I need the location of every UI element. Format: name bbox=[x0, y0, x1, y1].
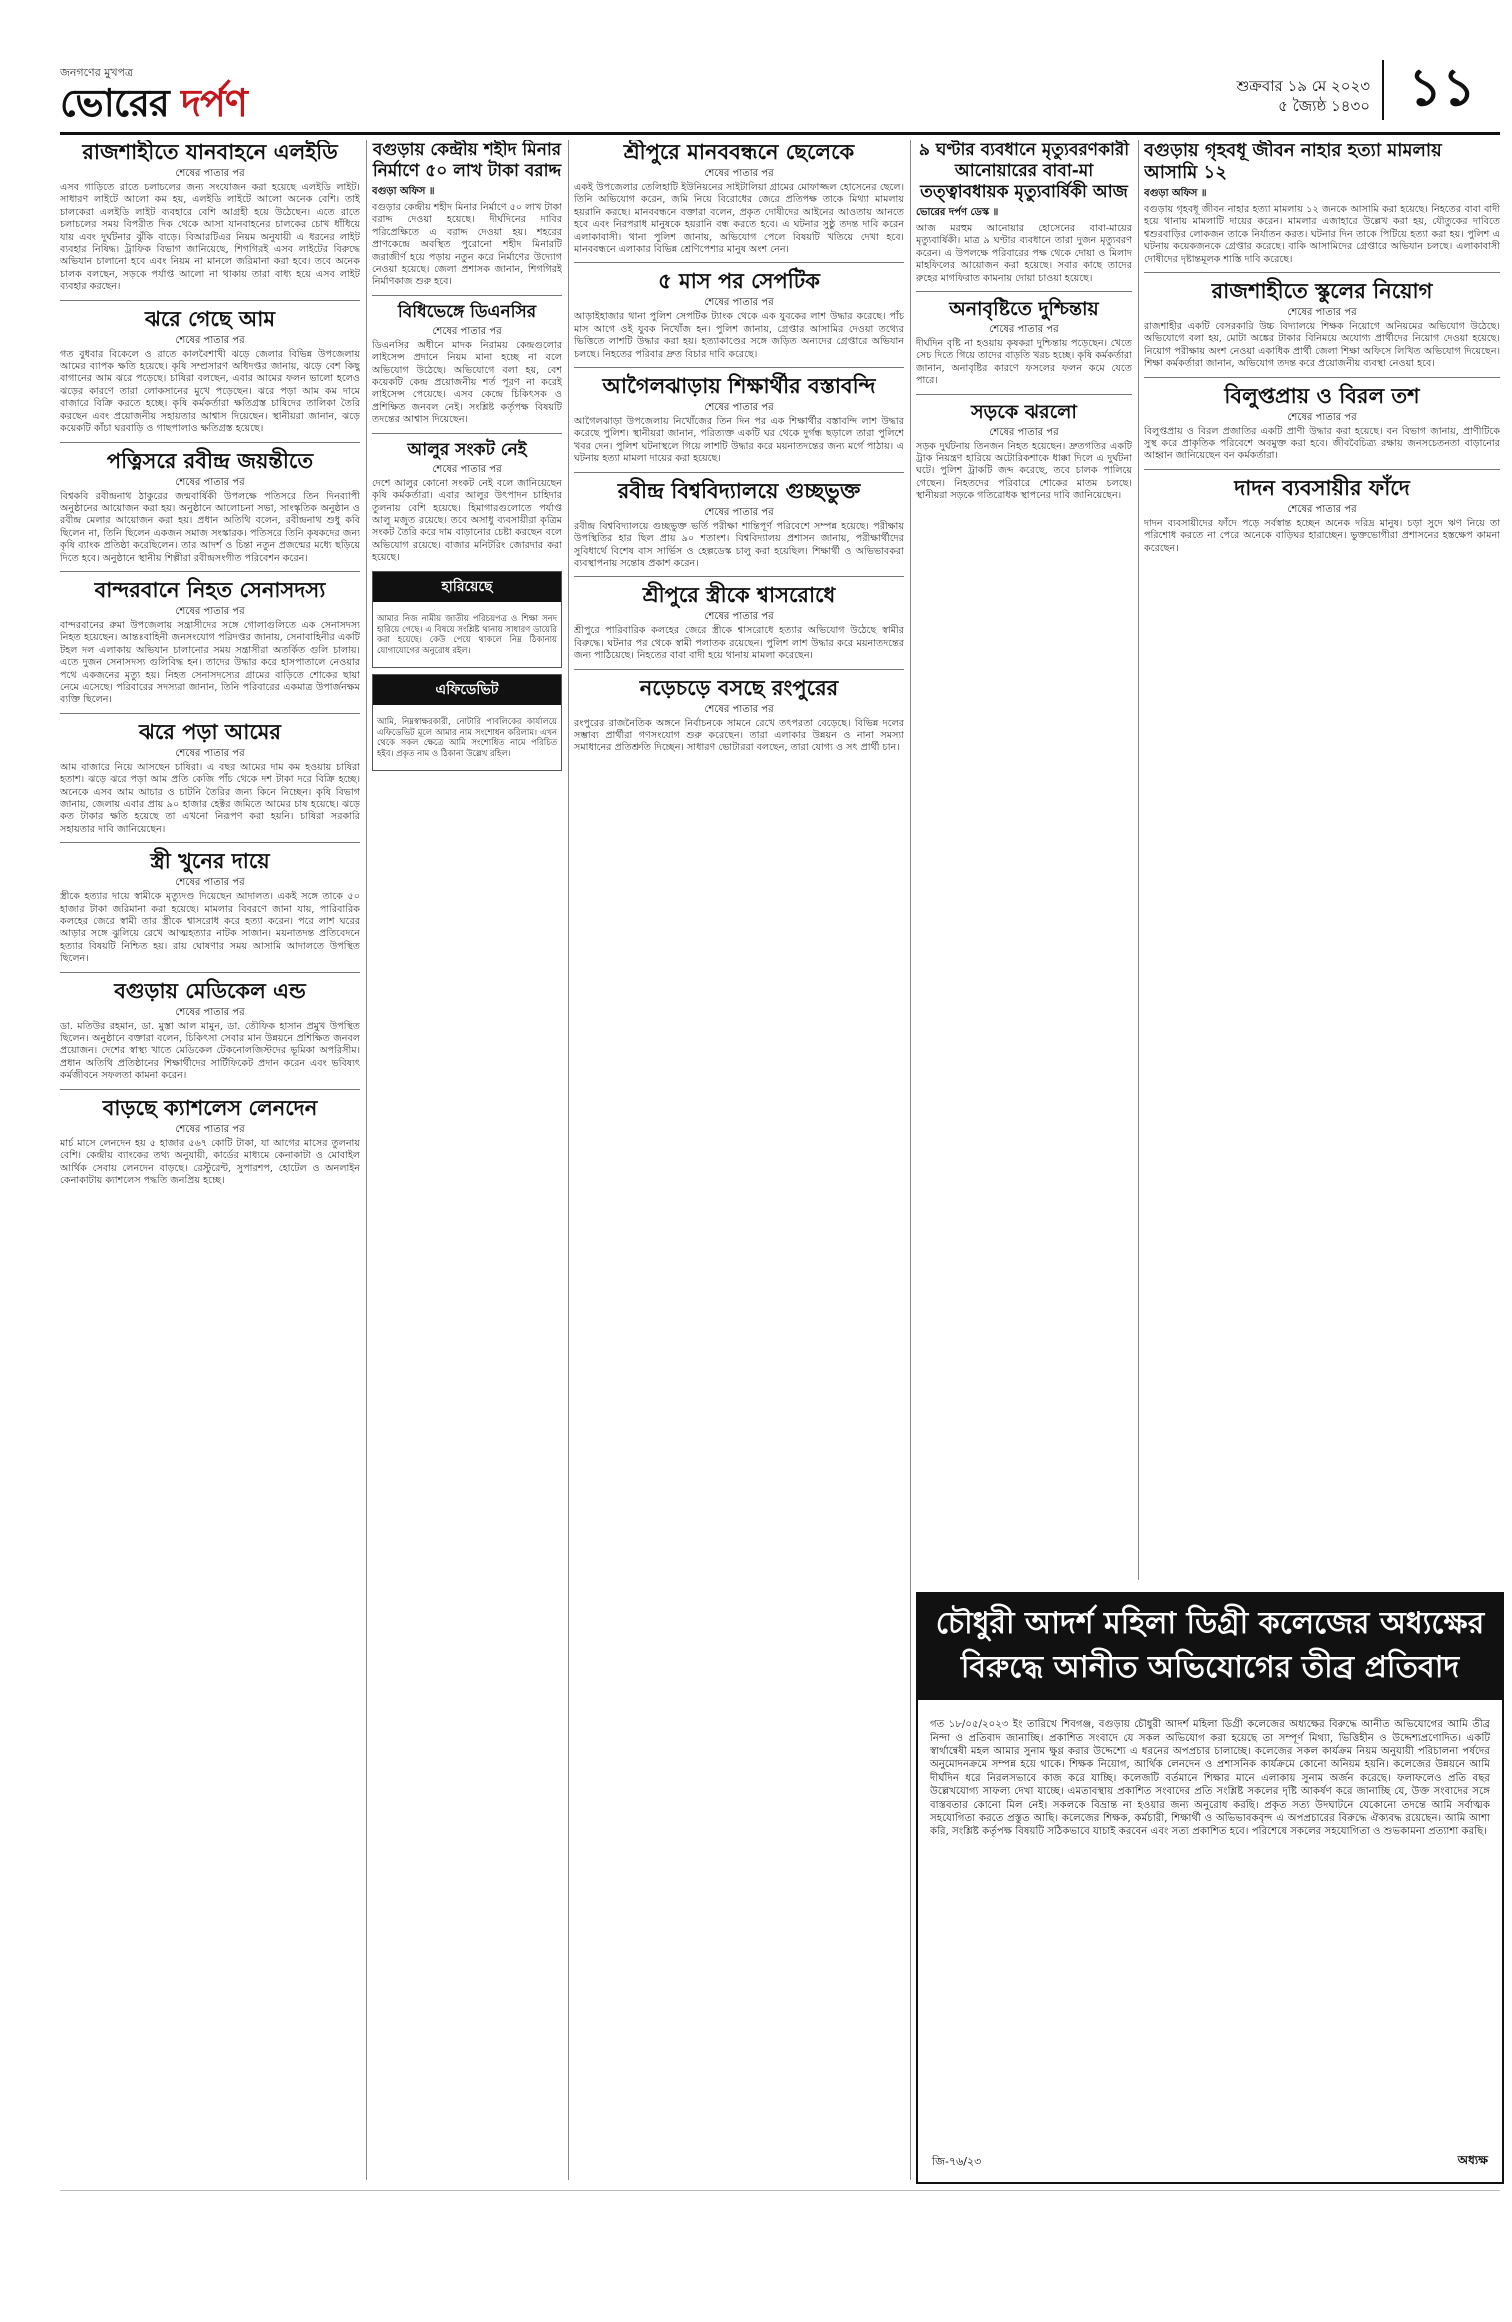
story-headline: ৫ মাস পর সেপটিক bbox=[658, 269, 820, 294]
classified-lost bbox=[372, 571, 562, 668]
story-headline: বান্দরবানে নিহত সেনাসদস্য bbox=[94, 577, 326, 602]
classified-tag: এফিডেভিট bbox=[373, 675, 561, 705]
story-headline: রাজশাহীতে যানবাহনে এলইডি bbox=[82, 140, 338, 164]
story-body: রংপুরের রাজনৈতিক অঙ্গনে নির্বাচনকে সামনে রেখে তৎপরতা বেড়েছে। বিভিন্ন দলের সম্ভাব্য প্রার্থীরা গণসংযোগ শুরু করেছেন। তারা এলাকার উন্নয়ন ও নানা সমস্যা সমাধানের প্রতিশ্রুতি দিচ্ছেন। সাধারণ ভোটাররা বলছেন, তারা যোগ্য ও সৎ প্রার্থী চান। bbox=[574, 717, 904, 754]
story-body: বিশ্বকবি রবীন্দ্রনাথ ঠাকুরের জন্মবার্ষিকী উপলক্ষে পতিসরে তিন দিনব্যাপী অনুষ্ঠানের আয়োজন করা হয়। অনুষ্ঠানে আলোচনা সভা, সাংস্কৃতিক অনুষ্ঠান ও রবীন্দ্র মেলার আয়োজন করা হয়। প্রধান অতিথি বলেন, রবীন্দ্রনাথ শুধু কবি ছিলেন না, তিনি ছিলেন একজন সমাজ সংস্কারক। পতিসরে তিনি কৃষকদের জন্য কৃষি ব্যাংক প্রতিষ্ঠা করেছিলেন। তার আদর্শ ও চিন্তা নতুন প্রজন্মের মধ্যে ছড়িয়ে দিতে হবে। অনুষ্ঠানে স্থানীয় শিল্পীরা রবীন্দ্রসংগীত পরিবেশন করেন। bbox=[60, 490, 360, 564]
news-story bbox=[60, 849, 360, 965]
classified-affidavit bbox=[372, 674, 562, 771]
date-gregorian: শুক্রবার ১৯ মে ২০২৩ bbox=[1236, 77, 1370, 95]
ad-reference: জি-৭৬/২৩ bbox=[932, 2155, 982, 2168]
story-divider bbox=[60, 300, 360, 301]
story-divider bbox=[574, 367, 904, 368]
logo-tagline: জনগণের মুখপত্র bbox=[60, 66, 134, 79]
story-body: শ্রীপুরে পারিবারিক কলহের জেরে স্ত্রীকে শ্বাসরোধে হত্যার অভিযোগ উঠেছে স্বামীর বিরুদ্ধে। ঘটনার পর থেকে স্বামী পলাতক রয়েছেন। পুলিশ লাশ উদ্ধার করে ময়নাতদন্তের জন্য পাঠিয়েছে। নিহতের বাবা বাদী হয়ে থানায় মামলা করেছেন। bbox=[574, 625, 904, 662]
story-body: আগৈলঝাড়া উপজেলায় নিখোঁজের তিন দিন পর এক শিক্ষার্থীর বস্তাবন্দি লাশ উদ্ধার করেছে পুলিশ। স্থানীয়রা জানান, পরিত্যক্ত একটি ঘর থেকে দুর্গন্ধ ছড়ালে তারা পুলিশে খবর দেন। পুলিশ ঘটনাস্থলে গিয়ে লাশটি উদ্ধার করে ময়নাতদন্তের জন্য মর্গে পাঠায়। এ ঘটনায় হত্যা মামলা দায়ের করা হয়েছে। bbox=[574, 416, 904, 465]
story-headline: বাড়ছে ক্যাশলেস লেনদেন bbox=[102, 1095, 318, 1120]
continued-note: শেষের পাতার পর bbox=[175, 747, 245, 759]
story-byline: ভোরের দর্পণ ডেস্ক ॥ bbox=[916, 207, 999, 218]
column-divider bbox=[1138, 140, 1139, 1580]
news-story bbox=[916, 401, 1132, 503]
news-story bbox=[60, 578, 360, 707]
ad-body: গত ১৮/০৫/২০২৩ ইং তারিখে শিবগঞ্জ, বগুড়ায় চৌধুরী আদর্শ মহিলা ডিগ্রী কলেজের অধ্যক্ষের বিরুদ্ধে আনীত অভিযোগের আমি তীব্র নিন্দা ও প্রতিবাদ জানাচ্ছি। প্রকাশিত সংবাদে যে সকল অভিযোগ করা হয়েছে তা সম্পূর্ণ মিথ্যা, ভিত্তিহীন ও উদ্দেশ্যপ্রণোদিত। একটি স্বার্থান্বেষী মহল আমার সুনাম ক্ষুণ্ণ করার উদ্দেশ্যে এ ধরনের অপপ্রচার চালাচ্ছে। কলেজের সকল কার্যক্রম নিয়ম অনুযায়ী পরিচালনা পর্ষদের অনুমোদনক্রমে সম্পন্ন হয়ে থাকে। শিক্ষক নিয়োগ, আর্থিক লেনদেন ও প্রশাসনিক কার্যক্রমে কোনো অনিয়ম হয়নি। কলেজের উন্নয়নে আমি দীর্ঘদিন ধরে নিরলসভাবে কাজ করে যাচ্ছি। কলেজটি বর্তমানে শিক্ষার মানে এলাকায় সুনাম অর্জন করেছে। ফলাফলেও প্রতি বছর উল্লেখযোগ্য সাফল্য দেখা যাচ্ছে। এমতাবস্থায় প্রকাশিত সংবাদের প্রতি সংশ্লিষ্ট সকলের দৃষ্টি আকর্ষণ করে জানাচ্ছি যে, উক্ত সংবাদের সঙ্গে বাস্তবতার কোনো মিল নেই। সকলকে বিভ্রান্ত না হওয়ার জন্য অনুরোধ করছি। প্রকৃত সত্য উদঘাটনে যেকোনো তদন্তে আমি সর্বাত্মক সহযোগিতা করতে প্রস্তুত আছি। কলেজের শিক্ষক, কর্মচারী, শিক্ষার্থী ও অভিভাবকবৃন্দ এ অপপ্রচারের বিরুদ্ধে ঐক্যবদ্ধ রয়েছেন। আমি আশা করি, সংশ্লিষ্ট কর্তৃপক্ষ বিষয়টি সঠিকভাবে যাচাই করবেন এবং সত্য প্রকাশিত হবে। পরিশেষে সকলের সহযোগিতা ও শুভকামনা প্রত্যাশা করছি। bbox=[930, 1719, 1490, 1838]
continued-note: শেষের পাতার পর bbox=[704, 402, 774, 414]
story-headline: আগৈলঝাড়ায় শিক্ষার্থীর বস্তাবন্দি bbox=[602, 374, 876, 399]
news-story bbox=[1144, 384, 1500, 463]
continued-note: শেষের পাতার পর bbox=[1287, 307, 1357, 319]
story-headline: অনাবৃষ্টিতে দুশ্চিন্তায় bbox=[949, 298, 1099, 321]
story-headline: স্ত্রী খুনের দায়ে bbox=[150, 849, 270, 874]
news-story bbox=[60, 720, 360, 836]
ad-signature: অধ্যক্ষ bbox=[1457, 2153, 1488, 2167]
news-story bbox=[916, 140, 1132, 285]
story-divider bbox=[60, 713, 360, 714]
story-headline: ঝরে গেছে আম bbox=[144, 306, 276, 331]
story-body: একই উপজেলার তেলিহাটি ইউনিয়নের সাইটালিয়া গ্রামের মোফাজ্জল হোসেনের ছেলে। তিনি অভিযোগ করেন, জমি নিয়ে বিরোধের জেরে প্রতিপক্ষ তাকে মিথ্যা মামলায় হয়রানি করছে। মানববন্ধনে বক্তারা বলেন, প্রকৃত দোষীদের আইনের আওতায় আনতে হবে এবং নিরপরাধ মানুষকে হয়রানি বন্ধ করতে হবে। এ ঘটনার সুষ্ঠু তদন্ত দাবি করেন এলাকাবাসী। থানা পুলিশ জানায়, অভিযোগ পেলে বিষয়টি খতিয়ে দেখা হবে। মানববন্ধনে এলাকার বিভিন্ন শ্রেণিপেশার মানুষ অংশ নেন। bbox=[574, 182, 904, 256]
continued-note: শেষের পাতার পর bbox=[1287, 411, 1357, 423]
news-story bbox=[1144, 476, 1500, 555]
story-divider bbox=[372, 295, 562, 296]
story-divider bbox=[574, 262, 904, 263]
continued-note: শেষের পাতার পর bbox=[175, 476, 245, 488]
page-bottom-rule bbox=[60, 2190, 1500, 2191]
news-story bbox=[60, 307, 360, 436]
continued-note: শেষের পাতার পর bbox=[989, 324, 1059, 336]
story-divider bbox=[574, 472, 904, 473]
story-divider bbox=[916, 291, 1132, 292]
story-divider bbox=[1144, 469, 1500, 470]
logo-text bbox=[60, 74, 247, 138]
news-story bbox=[372, 140, 562, 289]
news-story bbox=[60, 1096, 360, 1188]
story-headline: আলুর সংকট নেই bbox=[407, 439, 527, 460]
story-body: বিলুপ্তপ্রায় ও বিরল প্রজাতির একটি প্রাণী উদ্ধার করা হয়েছে। বন বিভাগ জানায়, প্রাণীটিকে সুস্থ করে প্রাকৃতিক পরিবেশে অবমুক্ত করা হবে। জীববৈচিত্র্য রক্ষায় জনসচেতনতা বাড়ানোর আহ্বান জানিয়েছেন বন কর্মকর্তারা। bbox=[1144, 425, 1500, 462]
story-body: বান্দরবানের রুমা উপজেলায় সন্ত্রাসীদের সঙ্গে গোলাগুলিতে এক সেনাসদস্য নিহত হয়েছেন। আন্তঃবাহিনী জনসংযোগ পরিদপ্তর জানায়, সেনাবাহিনীর একটি টহল দল এলাকায় অভিযান চালানোর সময় সন্ত্রাসীরা অতর্কিত গুলি চালায়। এতে দুজন সেনাসদস্য গুলিবিদ্ধ হন। তাদের উদ্ধার করে হাসপাতালে নেওয়ার পথে একজনের মৃত্যু হয়। নিহত সেনাসদস্যের গ্রামের বাড়িতে শোকের ছায়া নেমে এসেছে। পরিবারের সদস্যরা জানান, তিনি পরিবারের একমাত্র উপার্জনক্ষম ব্যক্তি ছিলেন। bbox=[60, 619, 360, 706]
story-byline: বগুড়া অফিস ॥ bbox=[372, 186, 435, 197]
story-headline: বগুড়ায় মেডিকেল এন্ড bbox=[114, 978, 306, 1003]
news-story bbox=[574, 374, 904, 466]
story-body: দেশে আলুর কোনো সংকট নেই বলে জানিয়েছেন কৃষি কর্মকর্তারা। এবার আলুর উৎপাদন চাহিদার তুলনায় বেশি হয়েছে। হিমাগারগুলোতে পর্যাপ্ত আলু মজুত রয়েছে। তবে অসাধু ব্যবসায়ীরা কৃত্রিম সংকট তৈরি করে দাম বাড়ানোর চেষ্টা করছেন বলে অভিযোগ রয়েছে। বাজার মনিটরিং জোরদার করা হয়েছে। bbox=[372, 477, 562, 564]
story-body: দাদন ব্যবসায়ীদের ফাঁদে পড়ে সর্বস্বান্ত হচ্ছেন অনেক দরিদ্র মানুষ। চড়া সুদে ঋণ নিয়ে তা পরিশোধ করতে না পেরে অনেকে বাড়িঘর হারাচ্ছেন। ভুক্তভোগীরা প্রশাসনের হস্তক্ষেপ কামনা করেছেন। bbox=[1144, 517, 1500, 554]
page-number: ১১ bbox=[1382, 60, 1500, 120]
story-headline: ঝরে পড়া আমের bbox=[139, 719, 281, 744]
continued-note: শেষের পাতার পর bbox=[989, 426, 1059, 438]
story-body: আড়াইহাজার থানা পুলিশ সেপটিক ট্যাংক থেকে এক যুবকের লাশ উদ্ধার করেছে। পাঁচ মাস আগে ওই যুবক নিখোঁজ হন। পুলিশ জানায়, গ্রেপ্তার আসামির দেওয়া তথ্যের ভিত্তিতে লাশটি উদ্ধার করা হয়। হত্যাকাণ্ডের সঙ্গে জড়িত অন্যদের গ্রেপ্তারে অভিযান চলছে। নিহতের পরিবার দ্রুত বিচার দাবি করেছে। bbox=[574, 311, 904, 360]
logo-part-1: ভোরের bbox=[60, 81, 169, 125]
continued-note: শেষের পাতার পর bbox=[175, 877, 245, 889]
story-divider bbox=[1144, 377, 1500, 378]
story-headline: ৯ ঘণ্টার ব্যবধানে মৃত্যুবরণকারী আনোয়ারের বাবা-মা তত্ত্বাবধায়ক মৃত্যুবার্ষিকী আজ bbox=[918, 140, 1130, 202]
continued-note: শেষের পাতার পর bbox=[175, 1006, 245, 1018]
story-body: আম বাজারে নিয়ে আসছেন চাষিরা। এ বছর আমের দাম কম হওয়ায় চাষিরা হতাশ। ঝড়ে ঝরে পড়া আম প্রতি কেজি পাঁচ থেকে দশ টাকা দরে বিক্রি হচ্ছে। অনেকে এসব আম আচার ও চাটনি তৈরির জন্য কিনে নিচ্ছেন। কৃষি বিভাগ জানায়, জেলায় এবার প্রায় ৯০ হাজার হেক্টর জমিতে আমের চাষ হয়েছে। ঝড়ে কত টাকার ক্ষতি হয়েছে তা এখনো নিরূপণ করা হয়নি। চাষিরা সরকারি সহায়তার দাবি জানিয়েছেন। bbox=[60, 761, 360, 835]
story-headline: সড়কে ঝরলো bbox=[971, 400, 1077, 423]
news-story bbox=[574, 583, 904, 662]
protest-advertisement bbox=[916, 1592, 1504, 2184]
story-divider bbox=[60, 1089, 360, 1090]
news-story bbox=[372, 302, 562, 427]
news-story bbox=[1144, 140, 1500, 266]
continued-note: শেষের পাতার পর bbox=[175, 168, 245, 179]
column-divider bbox=[366, 140, 367, 2180]
story-divider bbox=[60, 442, 360, 443]
story-body: গত বুধবার বিকেলে ও রাতে কালবৈশাখী ঝড়ে জেলার বিভিন্ন উপজেলায় আমের ব্যাপক ক্ষতি হয়েছে। কৃষি সম্প্রসারণ অধিদপ্তর জানায়, ঝড়ে বেশ কিছু বাগানের আম ঝরে পড়েছে। চাষিরা বলছেন, এবার আমের ফলন ভালো হলেও ঝড়ের কারণে তারা লোকসানের মুখে পড়েছেন। ঝরে পড়া আম কম দামে বাজারে বিক্রি করতে হচ্ছে। কৃষি কর্মকর্তারা ক্ষতিগ্রস্ত চাষিদের তালিকা তৈরি করছেন এবং প্রয়োজনীয় সহায়তার আশ্বাস দিয়েছেন। স্থানীয়রা জানান, ঝড়ে কয়েকটি কাঁচা ঘরবাড়ি ও গাছপালাও ক্ষতিগ্রস্ত হয়েছে। bbox=[60, 348, 360, 435]
story-divider bbox=[60, 842, 360, 843]
continued-note: শেষের পাতার পর bbox=[175, 605, 245, 617]
date-bengali: ৫ জ্যৈষ্ঠ ১৪৩০ bbox=[1278, 97, 1370, 115]
story-headline: রাজশাহীতে স্কুলের নিয়োগ bbox=[1211, 279, 1433, 304]
story-body: সড়ক দুর্ঘটনায় তিনজন নিহত হয়েছেন। দ্রুতগতির একটি ট্রাক নিয়ন্ত্রণ হারিয়ে অটোরিকশাকে ধাক্কা দিলে এ দুর্ঘটনা ঘটে। পুলিশ ট্রাকটি জব্দ করেছে, তবে চালক পালিয়ে গেছেন। নিহতদের পরিবারে শোকের মাতম চলছে। স্থানীয়রা সড়কে গতিরোধক স্থাপনের দাবি জানিয়েছেন। bbox=[916, 440, 1132, 502]
story-divider bbox=[1144, 272, 1500, 273]
story-headline: বিলুপ্তপ্রায় ও বিরল তশ bbox=[1224, 383, 1420, 408]
story-body: রবীন্দ্র বিশ্ববিদ্যালয়ে গুচ্ছভুক্ত ভর্তি পরীক্ষা শান্তিপূর্ণ পরিবেশে সম্পন্ন হয়েছে। পরীক্ষায় উপস্থিতির হার ছিল প্রায় ৯০ শতাংশ। বিশ্ববিদ্যালয় প্রশাসন জানায়, পরীক্ষার্থীদের সুবিধার্থে বিশেষ বাস সার্ভিস ও হেল্পডেস্ক চালু করা হয়েছিল। শিক্ষার্থী ও অভিভাবকরা ব্যবস্থাপনায় সন্তোষ প্রকাশ করেন। bbox=[574, 520, 904, 569]
column-5 bbox=[1144, 140, 1500, 1580]
story-divider bbox=[574, 669, 904, 670]
continued-note: শেষের পাতার পর bbox=[704, 611, 774, 623]
column-divider bbox=[568, 140, 569, 2180]
story-headline: বগুড়ায় কেন্দ্রীয় শহীদ মিনার নির্মাণে ৫০ লাখ টাকা বরাদ্দ bbox=[372, 140, 562, 181]
story-divider bbox=[916, 394, 1132, 395]
story-headline: শ্রীপুরে স্ত্রীকে শ্বাসরোধে bbox=[642, 583, 836, 608]
classified-body: আমার নিজ নামীয় জাতীয় পরিচয়পত্র ও শিক্ষা সনদ হারিয়ে গেছে। এ বিষয়ে সংশ্লিষ্ট থানায় সাধারণ ডায়েরি করা হয়েছে। কেউ পেয়ে থাকলে নিম্ন ঠিকানায় যোগাযোগের অনুরোধ রইল। bbox=[377, 612, 557, 655]
story-body: দীর্ঘদিন বৃষ্টি না হওয়ায় কৃষকরা দুশ্চিন্তায় পড়েছেন। খেতে সেচ দিতে গিয়ে তাদের বাড়তি খরচ হচ্ছে। কৃষি কর্মকর্তারা জানান, অনাবৃষ্টির কারণে ফসলের ফলন কমে যেতে পারে। bbox=[916, 338, 1132, 387]
story-body: বগুড়ার কেন্দ্রীয় শহীদ মিনার নির্মাণে ৫০ লাখ টাকা বরাদ্দ দেওয়া হয়েছে। দীর্ঘদিনের দাবির পরিপ্রেক্ষিতে এ বরাদ্দ দেওয়া হয়। শহরের প্রাণকেন্দ্রে অবস্থিত পুরোনো শহীদ মিনারটি জরাজীর্ণ হয়ে পড়ায় নতুন করে নির্মাণের উদ্যোগ নেওয়া হয়েছে। জেলা প্রশাসক জানান, শিগগিরই নির্মাণকাজ শুরু হবে। bbox=[372, 202, 562, 288]
story-headline: শ্রীপুরে মানববন্ধনে ছেলেকে bbox=[623, 140, 855, 164]
news-story bbox=[60, 979, 360, 1083]
news-story bbox=[574, 676, 904, 755]
story-headline: বিধিভেঙ্গে ডিএনসির bbox=[397, 301, 537, 322]
continued-note: শেষের পাতার পর bbox=[704, 506, 774, 518]
continued-note: শেষের পাতার পর bbox=[432, 463, 502, 475]
column-4 bbox=[916, 140, 1132, 1580]
news-story bbox=[1144, 279, 1500, 371]
continued-note: শেষের পাতার পর bbox=[175, 1123, 245, 1135]
story-divider bbox=[372, 433, 562, 434]
story-body: ডা. মতিউর রহমান, ডা. মুস্তা আল মামুন, ডা. তৌফিক হাসান প্রমুখ উপস্থিত ছিলেন। অনুষ্ঠানে বক্তারা বলেন, চিকিৎসা সেবার মান উন্নয়নে প্রশিক্ষিত জনবল প্রয়োজন। দেশের স্বাস্থ্য খাতে মেডিকেল টেকনোলজিস্টদের ভূমিকা অপরিসীম। প্রধান অতিথি প্রতিষ্ঠানের শিক্ষার্থীদের সার্টিফিকেট প্রদান করেন এবং ভবিষ্যৎ কর্মজীবনে সফলতা কামনা করেন। bbox=[60, 1020, 360, 1082]
masthead-rule bbox=[60, 132, 1500, 135]
classified-tag: হারিয়েছে bbox=[373, 572, 561, 602]
story-divider bbox=[60, 972, 360, 973]
news-story bbox=[574, 479, 904, 571]
story-divider bbox=[574, 576, 904, 577]
news-story bbox=[574, 269, 904, 361]
column-divider bbox=[910, 140, 911, 2180]
story-body: রাজশাহীর একটি বেসরকারি উচ্চ বিদ্যালয়ে শিক্ষক নিয়োগে অনিয়মের অভিযোগ উঠেছে। অভিযোগে বলা হয়, মোটা অঙ্কের টাকার বিনিময়ে অযোগ্য প্রার্থীদের নিয়োগ দেওয়া হয়েছে। নিয়োগ পরীক্ষায় অংশ নেওয়া একাধিক প্রার্থী জেলা শিক্ষা অফিসে লিখিত অভিযোগ দিয়েছেন। শিক্ষা কর্মকর্তারা জানান, অভিযোগ তদন্ত করে প্রয়োজনীয় ব্যবস্থা নেওয়া হবে। bbox=[1144, 321, 1500, 370]
column-1 bbox=[60, 140, 360, 2180]
story-headline: বগুড়ায় গৃহবধূ জীবন নাহার হত্যা মামলায় আসামি ১২ bbox=[1144, 140, 1442, 183]
news-story bbox=[372, 440, 562, 565]
news-story bbox=[60, 140, 360, 294]
story-headline: রবীন্দ্র বিশ্ববিদ্যালয়ে গুচ্ছভুক্ত bbox=[617, 478, 861, 503]
continued-note: শেষের পাতার পর bbox=[704, 168, 774, 179]
logo-part-2: দর্পণ bbox=[168, 81, 247, 125]
story-byline: বগুড়া অফিস ॥ bbox=[1144, 188, 1207, 199]
continued-note: শেষের পাতার পর bbox=[175, 334, 245, 346]
news-story bbox=[916, 298, 1132, 388]
continued-note: শেষের পাতার পর bbox=[1287, 503, 1357, 515]
news-story bbox=[574, 140, 904, 256]
story-body: এসব গাড়িতে রাতে চলাচলের জন্য সংযোজন করা হয়েছে এলইডি লাইট। সাধারণ লাইটে আলো কম হয়, এলইডি লাইটে আলো অনেক বেশি। তাই চালকেরা এলইডি লাইট ব্যবহারে বেশি আগ্রহী হয়ে উঠেছেন। এতে রাতে চলাচলের সময় বিপরীত দিক থেকে আসা যানবাহনের চালকের চোখ ধাঁধিয়ে যায় এবং দুর্ঘটনার ঝুঁকি বাড়ে। বিআরটিএর নিয়ম অনুযায়ী এ ধরনের লাইট ব্যবহার নিষিদ্ধ। ট্রাফিক বিভাগ জানিয়েছে, শিগগিরই এসব লাইটের বিরুদ্ধে অভিযান চালানো হবে এবং নিয়ম না মানলে জরিমানা করা হবে। তবে অনেক চালক বলছেন, সড়কে পর্যাপ্ত আলো না থাকায় তারা বাধ্য হয়ে এসব লাইট ব্যবহার করছেন। bbox=[60, 182, 360, 293]
issue-date bbox=[1236, 76, 1370, 116]
story-body: আজ মরহুম আনোয়ার হোসেনের বাবা-মায়ের মৃত্যুবার্ষিকী। মাত্র ৯ ঘণ্টার ব্যবধানে তারা দুজন মৃত্যুবরণ করেন। এ উপলক্ষে পরিবারের পক্ষ থেকে দোয়া ও মিলাদ মাহফিলের আয়োজন করা হয়েছে। সবার কাছে তাদের রুহের মাগফিরাত কামনায় দোয়া চাওয়া হয়েছে। bbox=[916, 223, 1132, 284]
story-divider bbox=[60, 571, 360, 572]
ad-headline: চৌধুরী আদর্শ মহিলা ডিগ্রী কলেজের অধ্যক্ষের বিরুদ্ধে আনীত অভিযোগের তীব্র প্রতিবাদ bbox=[918, 1594, 1502, 1700]
story-body: বগুড়ায় গৃহবধূ জীবন নাহার হত্যা মামলায় ১২ জনকে আসামি করা হয়েছে। নিহতের বাবা বাদী হয়ে থানায় মামলাটি দায়ের করেন। মামলার এজাহারে উল্লেখ করা হয়, যৌতুকের দাবিতে শ্বশুরবাড়ির লোকজন তাকে নির্যাতন করত। ঘটনার দিন তাকে পিটিয়ে হত্যা করা হয়। পুলিশ এ ঘটনায় কয়েকজনকে গ্রেপ্তার করেছে। বাকি আসামিদের গ্রেপ্তারে অভিযান চলছে। এলাকাবাসী দোষীদের দৃষ্টান্তমূলক শাস্তি দাবি করেছে। bbox=[1144, 204, 1500, 265]
classified-body: আমি, নিম্নস্বাক্ষরকারী, নোটারি পাবলিকের কার্যালয়ে এফিডেভিট মূলে আমার নাম সংশোধন করিলাম। এখন থেকে সকল ক্ষেত্রে আমি সংশোধিত নামে পরিচিত হইব। প্রকৃত নাম ও ঠিকানা উল্লেখ রহিল। bbox=[377, 716, 557, 758]
story-body: ডিএনসির অধীনে মাদক নিরাময় কেন্দ্রগুলোর লাইসেন্স প্রদানে নিয়ম মানা হচ্ছে না বলে অভিযোগ উঠেছে। অভিযোগে বলা হয়, বেশ কয়েকটি কেন্দ্র প্রয়োজনীয় শর্ত পূরণ না করেই লাইসেন্স পেয়েছে। এসব কেন্দ্রে চিকিৎসক ও প্রশিক্ষিত জনবল নেই। সংশ্লিষ্ট কর্তৃপক্ষ বিষয়টি তদন্তের আশ্বাস দিয়েছেন। bbox=[372, 339, 562, 426]
masthead bbox=[60, 57, 1500, 130]
continued-note: শেষের পাতার পর bbox=[704, 297, 774, 309]
continued-note: শেষের পাতার পর bbox=[704, 703, 774, 715]
story-headline: নড়েচড়ে বসছে রংপুরের bbox=[639, 675, 839, 700]
story-body: স্ত্রীকে হত্যার দায়ে স্বামীকে মৃত্যুদণ্ড দিয়েছেন আদালত। একই সঙ্গে তাকে ৫০ হাজার টাকা জরিমানা করা হয়েছে। মামলার বিবরণে জানা যায়, পারিবারিক কলহের জেরে স্বামী তার স্ত্রীকে শ্বাসরোধ করে হত্যা করেন। পরে লাশ ঘরের আড়ার সঙ্গে ঝুলিয়ে রেখে আত্মহত্যার নাটক সাজান। ময়নাতদন্ত প্রতিবেদনে হত্যার বিষয়টি নিশ্চিত হয়। রায় ঘোষণার সময় আসামি আদালতে উপস্থিত ছিলেন। bbox=[60, 891, 360, 965]
story-headline: দাদন ব্যবসায়ীর ফাঁদে bbox=[1234, 475, 1410, 500]
story-headline: পত্নিসরে রবীন্দ্র জয়ন্তীতে bbox=[106, 448, 314, 473]
column-2 bbox=[372, 140, 562, 2180]
column-3 bbox=[574, 140, 904, 2180]
story-body: মার্চ মাসে লেনদেন হয় ৫ হাজার ৫৬৭ কোটি টাকা, যা আগের মাসের তুলনায় বেশি। কেন্দ্রীয় ব্যাংকের তথ্য অনুযায়ী, কার্ডের মাধ্যমে কেনাকাটা ও মোবাইল আর্থিক সেবায় লেনদেন বাড়ছে। রেস্টুরেন্ট, সুপারশপ, হোটেল ও অনলাইন কেনাকাটায় ক্যাশলেস পদ্ধতি জনপ্রিয় হচ্ছে। bbox=[60, 1137, 360, 1186]
news-story bbox=[60, 449, 360, 565]
continued-note: শেষের পাতার পর bbox=[432, 325, 502, 337]
